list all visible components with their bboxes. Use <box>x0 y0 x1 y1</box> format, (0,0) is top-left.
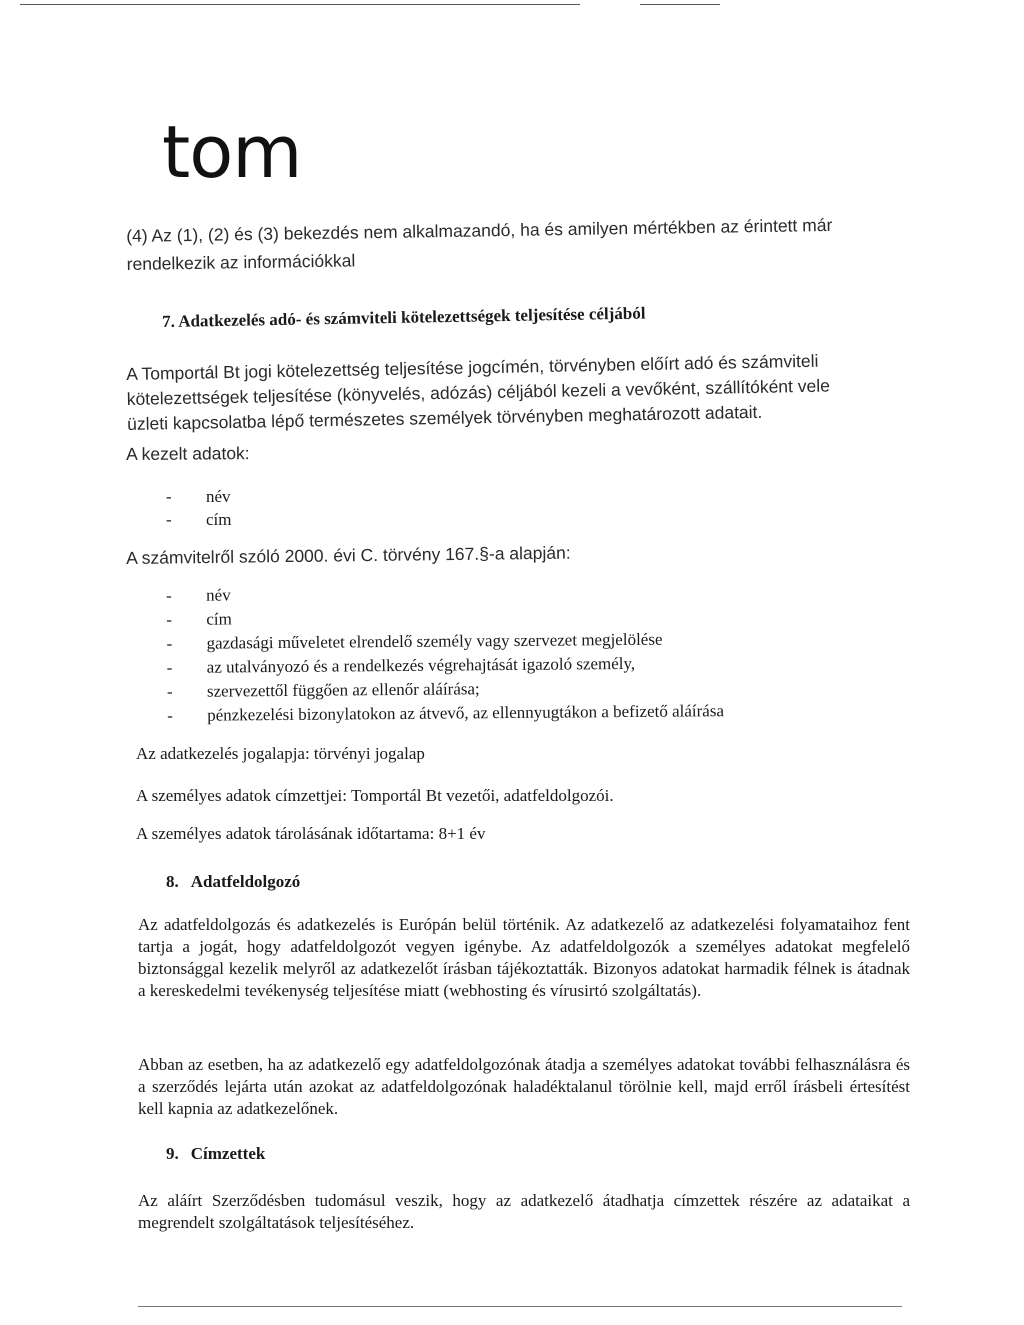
legal-basis-text: Az adatkezelés jogalapja: törvényi jogalap <box>136 744 425 763</box>
managed-data-label <box>126 443 250 465</box>
section-8-number: 8. <box>166 872 179 891</box>
law-reference-text: A számvitelről szóló 2000. évi C. törvény 167.§-a alapján: <box>126 542 571 568</box>
list-item: - név <box>166 585 231 605</box>
section-7-heading <box>162 304 646 332</box>
section-7-body-line: A Tomportál Bt jogi kötelezettség teljesítése jogcímén, törvényben előírt adó és számviteli <box>126 350 819 384</box>
section-9-paragraph-1 <box>138 1190 910 1234</box>
list-item-text: név <box>206 585 231 605</box>
list-item-text: az utalványozó és a rendelkezés végrehajtását igazoló személy, <box>206 653 636 677</box>
section-8-title: Adatfeldolgozó <box>190 872 301 891</box>
list-item: - az utalványozó és a rendelkezés végrehajtását igazoló személy, <box>166 653 636 677</box>
top-rule <box>20 4 580 5</box>
retention-text: A személyes adatok tárolásának időtartama: 8+1 év <box>136 824 486 843</box>
recipients <box>136 784 614 808</box>
section-8-paragraph-1-text: Az adatfeldolgozás és adatkezelés is Európán belül történik. Az adatkezelő az adatkezelési folyamataihoz fent tartja a jogát, hogy adatfeldolgozót vegyen igénybe. Az adatfeldolgozók a személyes adatokat megfelelő biztonsággal kezelik melyről az adatkezelőt írásban tájékoztatták. Bizonyos adatokat harmadik félnek is átadnak a kereskedelmi tevékenység teljesítése miatt (webhosting és vírusirtó szolgáltatás). <box>138 915 910 1000</box>
section-8-paragraph-1 <box>138 914 910 1002</box>
list-item-text: szervezettől függően az ellenőr aláírása; <box>206 679 480 701</box>
list-item-text: cím <box>206 510 232 529</box>
section-9-number: 9. <box>166 1144 179 1163</box>
list-item-text: gazdasági műveletet elrendelő személy vagy szervezet megjelölése <box>206 629 663 653</box>
list-item: - név <box>166 487 231 506</box>
list-item: - cím <box>166 510 232 529</box>
paragraph-4-line-1: (4) Az (1), (2) és (3) bekezdés nem alkalmazandó, ha és amilyen mértékben az érintett már <box>126 214 833 246</box>
legal-basis <box>136 742 425 766</box>
list-item-text: név <box>206 487 231 506</box>
section-7-body-line: üzleti kapcsolatba lépő természetes személyek törvényben meghatározott adatait. <box>126 401 763 434</box>
section-7-body-line: kötelezettségek teljesítése (könyvelés, adózás) céljából kezeli a vevőként, szállítóként vele <box>126 375 831 409</box>
section-8-paragraph-2-text: Abban az esetben, ha az adatkezelő egy adatfeldolgozónak átadja a személyes adatokat további felhasználásra és a szerződés lejárta után azokat az adatfeldolgozónak haladéktalanul törölnie kell, majd erről írásbeli értesítést kell kapnia az adatkezelőnek. <box>138 1055 910 1118</box>
section-9-title: Címzettek <box>190 1144 266 1163</box>
footer-rule <box>138 1306 902 1307</box>
section-9-heading <box>166 1144 265 1164</box>
section-9-paragraph-1-text: Az aláírt Szerződésben tudomásul veszik, hogy az adatkezelő átadhatja címzettek részére az adataikat a megrendelt szolgáltatások teljesítéséhez. <box>138 1191 910 1232</box>
section-7-title: 7. Adatkezelés adó- és számviteli kötelezettségek teljesítése céljából <box>162 303 646 331</box>
list-item: - pénzkezelési bizonylatokon az átvevő, az ellennyugtákon a befizető aláírása <box>167 701 725 725</box>
top-rule-short <box>640 4 720 5</box>
retention <box>136 822 485 846</box>
company-logo: tom <box>162 110 302 194</box>
managed-data-list <box>166 485 232 531</box>
list-item-text: cím <box>206 609 232 629</box>
section-8-heading <box>166 872 300 892</box>
section-7-body <box>126 348 831 436</box>
list-item: - szervezettől függően az ellenőr aláírása; <box>166 679 480 701</box>
list-item: - gazdasági műveletet elrendelő személy vagy szervezet megjelölése <box>166 629 663 653</box>
paragraph-4 <box>126 209 833 276</box>
law-reference <box>126 543 571 569</box>
section-8-paragraph-2 <box>138 1054 910 1120</box>
list-item-text: pénzkezelési bizonylatokon az átvevő, az ellennyugtákon a befizető aláírása <box>207 701 725 725</box>
list-item: - cím <box>166 609 232 629</box>
paragraph-4-line-2: rendelkezik az információkkal <box>126 250 356 274</box>
managed-data-label-text: A kezelt adatok: <box>126 443 250 464</box>
recipients-text: A személyes adatok címzettjei: Tomportál Bt vezetői, adatfeldolgozói. <box>136 786 614 805</box>
law-data-list <box>166 579 724 728</box>
